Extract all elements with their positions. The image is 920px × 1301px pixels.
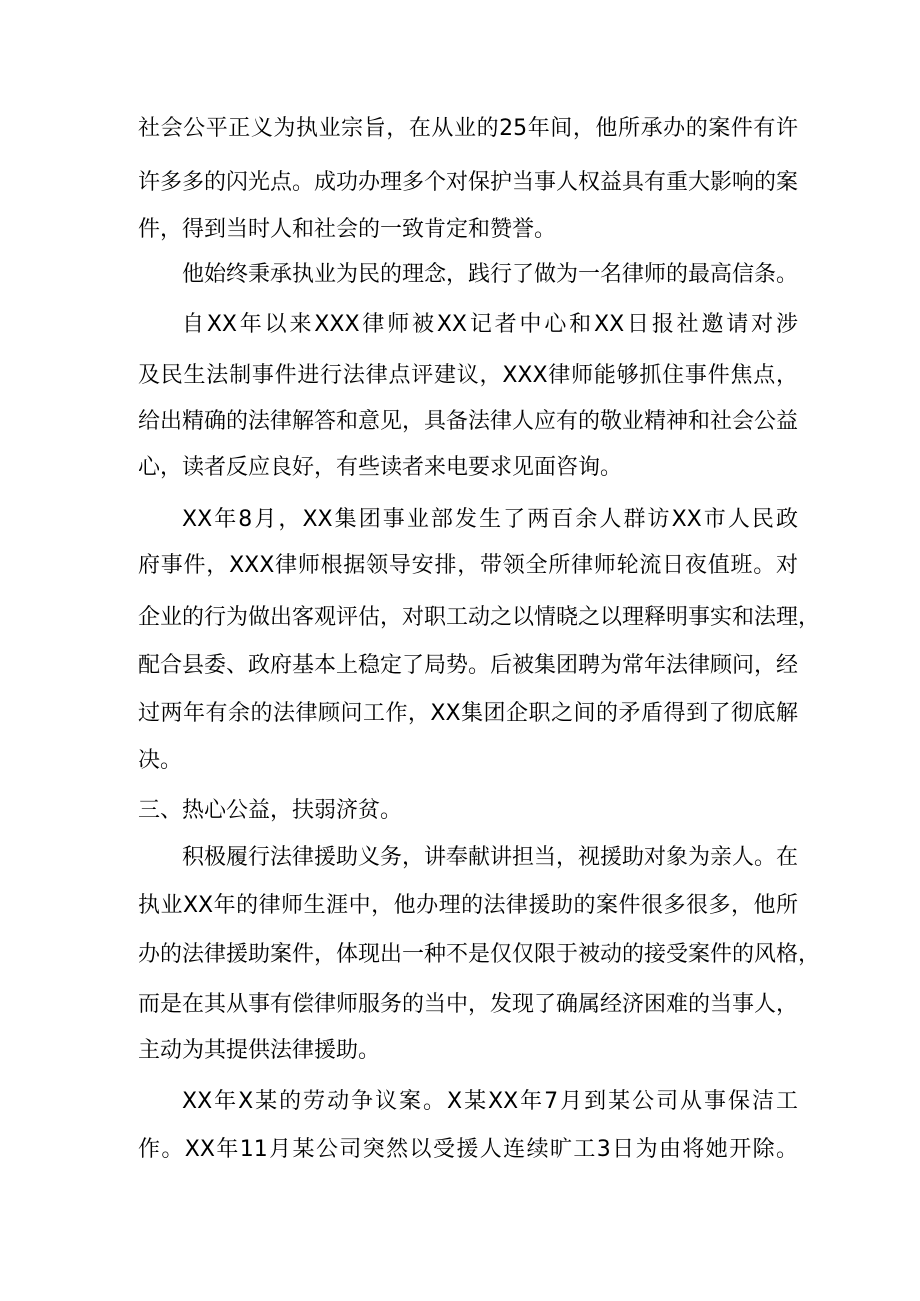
text-line-20: 主动为其提供法律援助。 [138, 1038, 381, 1063]
text-line-14: 决。 [138, 748, 183, 773]
text-line-10: 府事件，XXX律师根据领导安排，带领全所律师轮流日夜值班。对 [138, 553, 798, 578]
text-line-18: 办的法律援助案件，体现出一种不是仅仅限于被动的接受案件的风格， [138, 942, 821, 967]
text-line-1: 社会公平正义为执业宗旨，在从业的25年间，他所承办的案件有许 [138, 116, 798, 141]
text-line-5: 自XX年以来XXX律师被XX记者中心和XX日报社邀请对涉 [182, 312, 798, 337]
text-line-9: XX年8月，XX集团事业部发生了两百余人群访XX市人民政 [182, 507, 798, 532]
text-line-22: 作。XX年11月某公司突然以受援人连续旷工3日为由将她开除。 [138, 1137, 798, 1162]
text-line-6: 及民生法制事件进行法律点评建议，XXX律师能够抓住事件焦点， [138, 363, 798, 388]
text-line-4: 他始终秉承执业为民的理念，践行了做为一名律师的最高信条。 [182, 262, 799, 287]
text-line-12: 配合县委、政府基本上稳定了局势。后被集团聘为常年法律顾问，经 [138, 653, 799, 678]
text-line-16: 积极履行法律援助义务，讲奉献讲担当，视援助对象为亲人。在 [182, 845, 799, 870]
text-line-7: 给出精确的法律解答和意见，具备法律人应有的敬业精神和社会公益 [138, 409, 799, 434]
text-line-17: 执业XX年的律师生涯中，他办理的法律援助的案件很多很多，他所 [138, 893, 798, 918]
text-line-21: XX年X某的劳动争议案。X某XX年7月到某公司从事保洁工 [182, 1089, 798, 1114]
section-heading: 三、热心公益，扶弱济贫。 [138, 798, 403, 823]
text-line-11: 企业的行为做出客观评估，对职工动之以情晓之以理释明事实和法理， [138, 605, 821, 630]
text-line-8: 心，读者反应良好，有些读者来电要求见面咨询。 [138, 455, 623, 480]
text-line-19: 而是在其从事有偿律师服务的当中，发现了确属经济困难的当事人， [138, 992, 799, 1017]
text-line-2: 许多多的闪光点。成功办理多个对保护当事人权益具有重大影响的案 [138, 170, 799, 195]
text-line-13: 过两年有余的法律顾问工作，XX集团企职之间的矛盾得到了彻底解 [138, 701, 798, 726]
text-line-3: 件，得到当时人和社会的一致肯定和赞誉。 [138, 217, 557, 242]
